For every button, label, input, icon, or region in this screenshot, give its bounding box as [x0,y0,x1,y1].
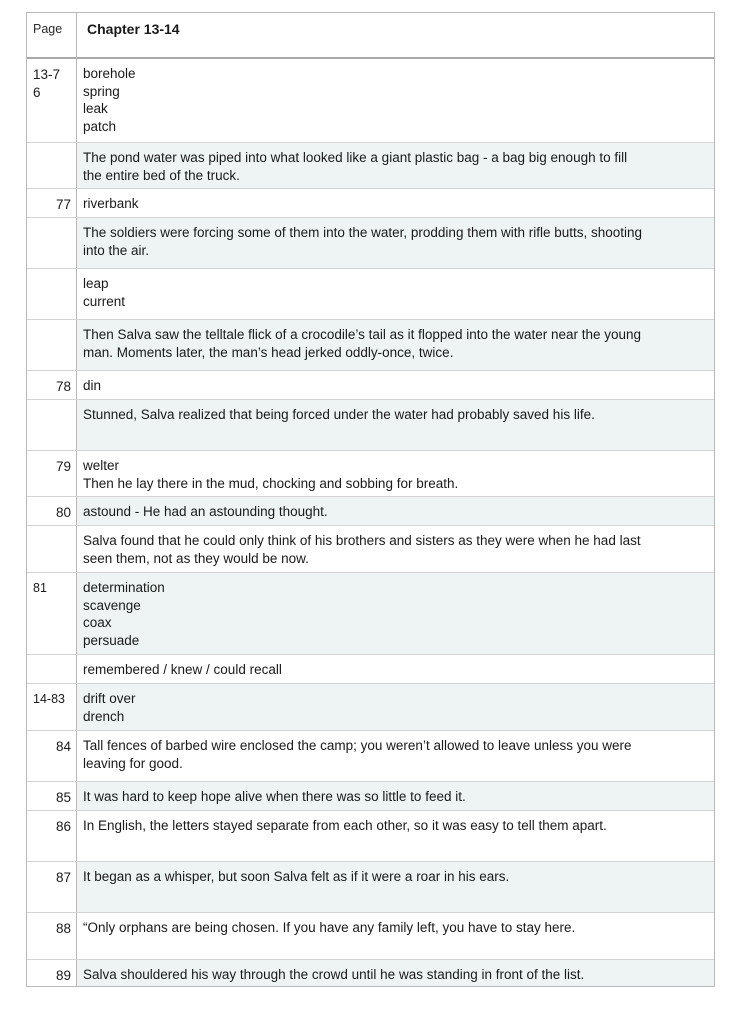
entry-text-cell [77,189,714,217]
entry-line: drift over [83,691,136,706]
table-row [27,497,714,526]
entry-line: Then Salva saw the telltale flick of a crocodile’s tail as it flopped into the water near the young [83,327,642,342]
table-row [27,189,714,218]
entry-text-cell [77,684,714,730]
entry-line: remembered / knew / could recall [83,662,282,677]
table-row [27,218,714,269]
entry-line: spring [83,83,120,99]
entry-text-cell [77,400,714,450]
entry-line: It was hard to keep hope alive when there was so little to feed it. [83,789,466,804]
table-row [27,320,714,371]
entry-line: riverbank [83,196,139,211]
table-row [27,400,714,451]
entry-text-cell [77,451,714,496]
entry-text-cell [77,371,714,399]
entry-line: borehole [83,66,136,81]
entry-line: into the air. [83,242,150,258]
entry-line: leap [83,276,109,291]
entry-text-cell [77,59,714,142]
entry-line: seen them, not as they would be now. [83,550,309,566]
table-row [27,451,714,497]
entry-text-cell [77,960,714,987]
table-row [27,371,714,400]
entry-line: In English, the letters stayed separate from each other, so it was easy to tell them apart. [83,818,607,833]
entry-text-cell [77,731,714,781]
entry-line: determination [83,580,165,595]
page-column-header: Page [33,22,63,36]
page-number: 14-83 [33,692,65,706]
table-row [27,782,714,811]
page-number [27,526,76,533]
entry-line: Stunned, Salva realized that being forced under the water had probably saved his life. [83,407,595,422]
entry-text-cell [77,269,714,319]
entry-line: “Only orphans are being chosen. If you have any family left, you have to stay here. [83,920,576,935]
table-row [27,655,714,684]
entry-text-cell [77,143,714,188]
page-number: 13-7 6 [33,67,61,100]
entry-text-cell [77,573,714,654]
entry-line: persuade [83,632,140,648]
entry-text-cell [77,862,714,912]
table-row [27,143,714,189]
table-row [27,913,714,960]
entry-text-cell [77,497,714,525]
entry-text-cell [77,782,714,810]
vocabulary-table [26,12,715,987]
entry-line: the entire bed of the truck. [83,167,240,183]
table-row [27,573,714,655]
entry-line: astound - He had an astounding thought. [83,504,328,519]
entry-line: Then he lay there in the mud, chocking and sobbing for breath. [83,475,459,491]
entry-line: The soldiers were forcing some of them into the water, prodding them with rifle butts, shooting [83,225,643,240]
entry-text-cell [77,811,714,861]
table-row [27,526,714,573]
entry-line: coax [83,615,112,630]
entry-text-cell [77,218,714,268]
entry-text-cell [77,913,714,959]
entry-line: Salva found that he could only think of his brothers and sisters as they were when he had last [83,533,641,548]
entry-line: drench [83,708,125,724]
entry-text-cell [77,526,714,572]
table-body [27,59,714,987]
table-row [27,269,714,320]
page-number [27,269,76,276]
entry-line: The pond water was piped into what looked like a giant plastic bag - a bag big enough to fill [83,150,628,165]
table-header [27,13,714,59]
entry-line: patch [83,118,117,134]
page-number: 77 [55,197,71,212]
table-row [27,811,714,862]
page-number [27,143,76,150]
entry-line: current [83,293,126,309]
entry-line: leaving for good. [83,755,183,771]
table-row [27,862,714,913]
page-number: 86 [55,819,71,834]
entry-line: din [83,378,102,393]
entry-line: Tall fences of barbed wire enclosed the camp; you weren’t allowed to leave unless you were [83,738,632,753]
page-number: 81 [33,581,47,595]
table-row [27,684,714,731]
entry-text-cell [77,320,714,370]
entry-line: It began as a whisper, but soon Salva felt as if it were a roar in his ears. [83,869,510,884]
page-number: 79 [55,459,71,474]
page-number: 88 [55,921,71,936]
entry-line: welter [83,458,120,473]
table-row [27,731,714,782]
entry-line: leak [83,101,108,116]
page-number [27,655,76,662]
table-row [27,960,714,987]
page-number [27,320,76,327]
page-number [27,218,76,225]
page-number: 78 [55,379,71,394]
entry-line: man. Moments later, the man’s head jerked oddly-once, twice. [83,344,454,360]
entry-line: Salva shouldered his way through the crowd until he was standing in front of the list. [83,967,585,982]
page-number [27,400,76,407]
chapter-title: Chapter 13-14 [87,21,180,37]
page-number: 87 [55,870,71,885]
entry-text-cell [77,655,714,683]
table-row [27,59,714,143]
entry-line: scavenge [83,597,141,613]
page-number: 89 [55,968,71,983]
page-number: 84 [55,739,71,754]
page-number: 80 [55,505,71,520]
page-number: 85 [55,790,71,805]
